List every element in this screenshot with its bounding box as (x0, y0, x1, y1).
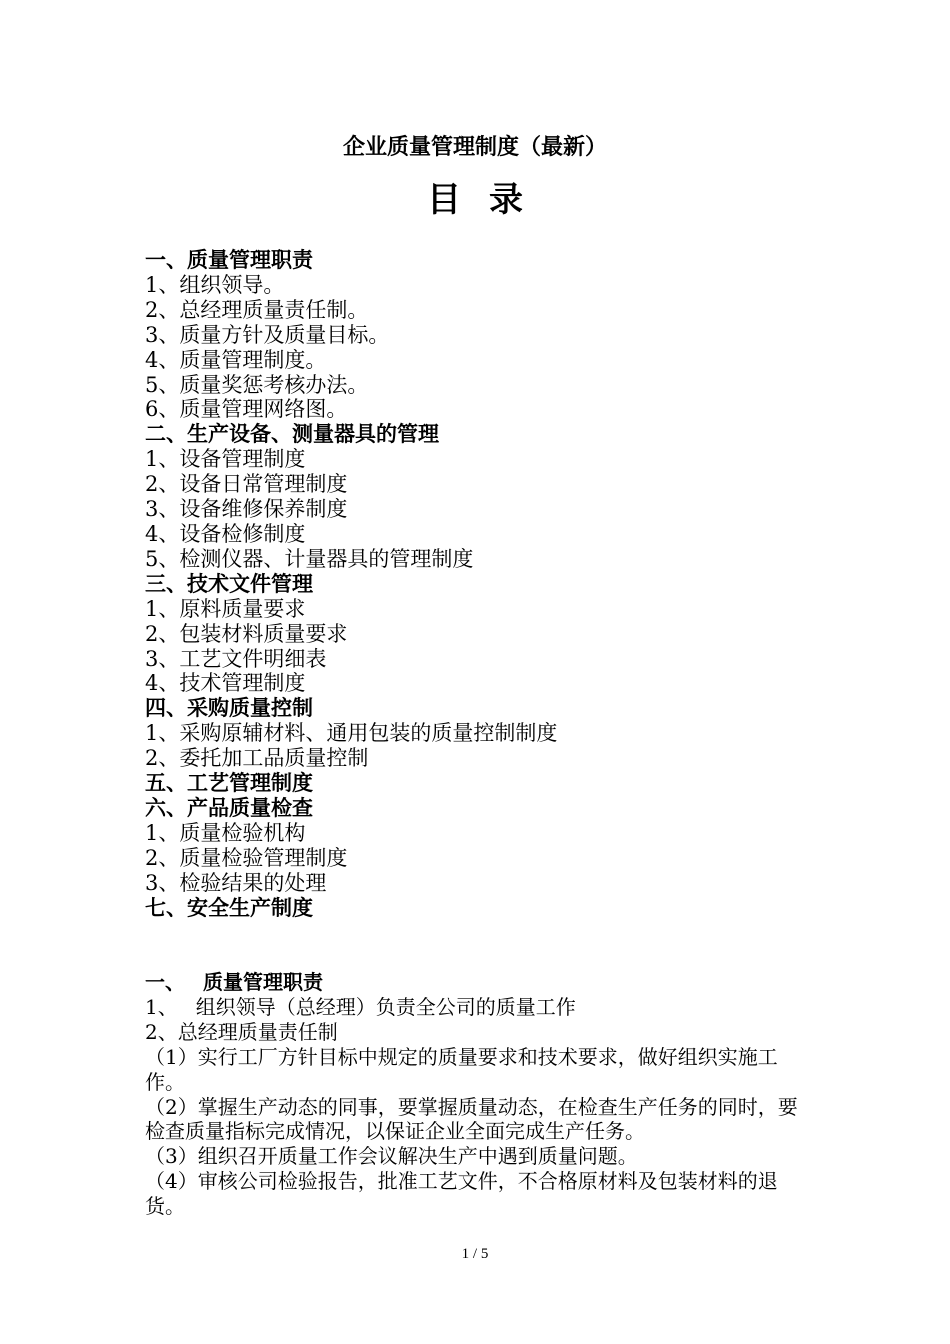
toc-item: 4、质量管理制度。 (145, 347, 327, 372)
section-heading (145, 970, 810, 995)
toc-item: 1、组织领导。 (145, 272, 285, 297)
section-quality-responsibilities (145, 970, 810, 1219)
toc-item: 3、检验结果的处理 (145, 870, 327, 895)
toc-item: 5、检测仪器、计量器具的管理制度 (145, 546, 474, 571)
toc-item: 3、设备维修保养制度 (145, 497, 348, 522)
toc-item: 1、原料质量要求 (145, 596, 306, 621)
toc-section-heading: 一、质量管理职责 (145, 248, 313, 272)
paragraph-clause-2: （2）掌握生产动态的同事，要掌握质量动态，在检查生产任务的同时，要检查质量指标完成情况，以保证企业全面完成生产任务。 (145, 1094, 798, 1144)
toc-section-heading: 六、产品质量检查 (145, 795, 313, 820)
toc-item: 1、采购原辅材料、通用包装的质量控制制度 (145, 721, 558, 746)
paragraph-clause-4: （4）审核公司检验报告，批准工艺文件，不合格原材料及包装材料的退货。 (145, 1169, 778, 1219)
toc-section-heading: 七、安全生产制度 (145, 895, 313, 920)
paragraph-item-2: 2、总经理质量责任制 (145, 1019, 338, 1044)
toc-item: 2、设备日常管理制度 (145, 472, 348, 497)
toc-item: 4、技术管理制度 (145, 671, 306, 696)
toc-item: 6、质量管理网络图。 (145, 397, 348, 422)
toc-item: 4、设备检修制度 (145, 521, 306, 546)
toc-item: 2、包装材料质量要求 (145, 621, 348, 646)
item-1-text: 组织领导（总经理）负责全公司的质量工作 (195, 994, 576, 1019)
table-of-contents (145, 248, 825, 920)
toc-item: 2、委托加工品质量控制 (145, 746, 369, 771)
toc-item: 2、质量检验管理制度 (145, 845, 348, 870)
page-indicator: 1 / 5 (461, 1246, 489, 1262)
toc-section-heading: 二、生产设备、测量器具的管理 (145, 422, 439, 447)
toc-item: 1、质量检验机构 (145, 820, 306, 845)
toc-item: 2、总经理质量责任制。 (145, 297, 369, 322)
toc-heading: 目录 (427, 180, 551, 220)
toc-section-heading: 三、技术文件管理 (145, 571, 313, 596)
paragraph-clause-3: （3）组织召开质量工作会议解决生产中遇到质量问题。 (145, 1144, 638, 1169)
paragraph-item-1 (145, 995, 810, 1020)
toc-item: 1、设备管理制度 (145, 447, 306, 472)
document-title: 企业质量管理制度（最新） (342, 135, 607, 160)
paragraph-clause-1: （1）实行工厂方针目标中规定的质量要求和技术要求，做好组织实施工作。 (145, 1044, 778, 1094)
toc-item: 5、质量奖惩考核办法。 (145, 372, 369, 397)
toc-section-heading: 五、工艺管理制度 (145, 771, 313, 796)
section-heading-number: 一、 (145, 970, 185, 994)
section-heading-text: 质量管理职责 (203, 970, 323, 994)
item-1-number: 1、 (145, 994, 178, 1019)
toc-section-heading: 四、采购质量控制 (145, 696, 313, 721)
toc-item: 3、质量方针及质量目标。 (145, 322, 390, 347)
toc-item: 3、工艺文件明细表 (145, 646, 327, 671)
